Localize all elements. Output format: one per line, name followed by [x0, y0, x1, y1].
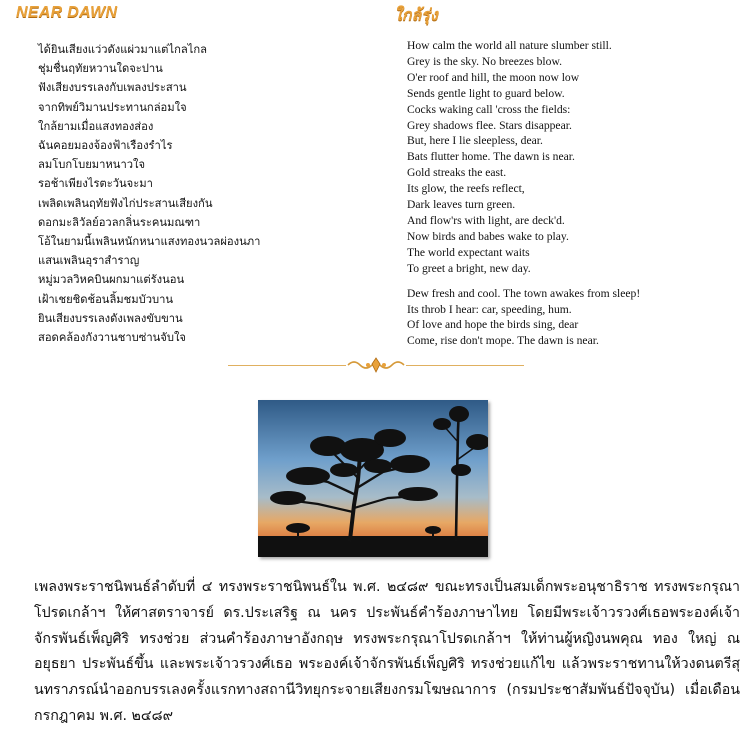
thai-poem-line: จากทิพย์วิมานประทานกล่อมใจ	[38, 100, 187, 114]
thai-poem-line: รอช้าเพียงไรตะวันจะมา	[38, 177, 153, 191]
english-poem-line: Sends gentle light to guard below.	[407, 86, 565, 100]
english-poem-line: Dark leaves turn green.	[407, 198, 516, 212]
english-poem-line: O'er roof and hill, the moon now low	[407, 70, 580, 84]
thai-poem-line: โอ้ในยามนี้เพลินหนักหนาแสงทองนวลผ่องนภา	[38, 235, 261, 249]
english-poem-line: Now birds and babes wake to play.	[407, 229, 569, 243]
thai-poem	[38, 40, 378, 347]
english-poem-line: Come, rise don't mope. The dawn is near.	[407, 334, 599, 348]
english-poem-line: Its throb I hear: car, speeding, hum.	[407, 302, 572, 316]
thai-poem-line: ใกล้ยามเมื่อแสงทองส่อง	[38, 119, 154, 133]
english-poem	[407, 38, 737, 349]
title-thai: ใกล้รุ่ง	[394, 5, 438, 24]
thai-poem-line: ได้ยินเสียงแว่วดังแผ่วมาแต่ไกลไกล	[38, 43, 207, 56]
thai-poem-line: ยินเสียงบรรเลงดังเพลงขับขาน	[38, 311, 183, 325]
thai-poem-line: ฟังเสียงบรรเลงกับเพลงประสาน	[38, 81, 187, 95]
dawn-tree-silhouette-photo	[258, 400, 488, 557]
english-poem-line: To greet a bright, new day.	[407, 261, 531, 275]
thai-poem-line: สอดคล้องกังวานชาบซ่านจับใจ	[38, 331, 186, 345]
thai-ornament-icon	[346, 357, 406, 373]
ornament-divider	[228, 357, 524, 373]
english-poem-line: Grey is the sky. No breezes blow.	[407, 54, 562, 68]
stanza-gap	[407, 277, 737, 286]
english-poem-line: The world expectant waits	[407, 245, 530, 259]
english-poem-line: Gold streaks the east.	[407, 166, 507, 180]
description-paragraph: เพลงพระราชนิพนธ์ลำดับที่ ๔ ทรงพระราชนิพนธ์ใน พ.ศ. ๒๔๘๙ ขณะทรงเป็นสมเด็กพระอนุชาธิราช ทรงพระกรุณาโปรดเกล้าฯ ให้ศาสตราจารย์ ดร.ประเสริฐ ณ นคร ประพันธ์คำร้องภาษาไทย โดยมีพระเจ้าวรวงศ์เธอพระองค์เจ้าจักรพันธ์เพ็ญศิริ ทรงช่วย ส่วนคำร้องภาษาอังกฤษ ทรงพระกรุณาโปรดเกล้าฯ ให้ท่านผู้หญิงนพคุณ ทอง ใหญ่ ณ อยุธยา ประพันธ์ขึ้น และพระเจ้าวรวงศ์เธอ พระองค์เจ้าจักรพันธ์เพ็ญศิริ ทรงช่วยแก้ไข แล้วพระราชทานให้วงดนตรีสุนทราภรณ์นำออกบรรเลงครั้งแรกทางสถานีวิทยุกระจายเสียงกรมโฆษณาการ (กรมประชาสัมพันธ์ปัจจุบัน) เมื่อเดือนกรกฎาคม พ.ศ. ๒๔๘๙	[34, 579, 740, 724]
english-poem-line: But, here I lie sleepless, dear.	[407, 134, 543, 148]
english-poem-line: Cocks waking call 'cross the fields:	[407, 102, 571, 116]
thai-poem-line: เพลิดเพลินฤทัยฟังไก่ประสานเสียงกัน	[38, 196, 213, 210]
english-poem-line: Grey shadows flee. Stars disappear.	[407, 118, 572, 132]
thai-poem-line: ฉันคอยมองจ้องฟ้าเรืองรำไร	[38, 139, 173, 153]
thai-poem-line: เฝ้าเชยชิดช้อนลิ้มชมบัวบาน	[38, 292, 174, 306]
thai-poem-line: ดอกมะลิวัลย์อวลกลิ่นระคนมณฑา	[38, 215, 201, 229]
english-poem-line: And flow'rs with light, are deck'd.	[407, 213, 565, 227]
english-poem-line: Dew fresh and cool. The town awakes from sleep!	[407, 286, 641, 300]
english-poem-line: How calm the world all nature slumber still.	[407, 39, 612, 52]
thai-poem-line: ชุ่มชื่นฤทัยหวานใดจะปาน	[38, 62, 163, 76]
thai-poem-line: หมู่มวลวิหคบินผกมาแต่รังนอน	[38, 273, 185, 287]
english-poem-line: Its glow, the reefs reflect,	[407, 182, 525, 196]
english-poem-line: Of love and hope the birds sing, dear	[407, 318, 579, 332]
thai-poem-line: ลมโบกโบยมาหนาวใจ	[38, 158, 146, 172]
title-english: NEAR DAWN	[16, 4, 118, 21]
english-poem-line: Bats flutter home. The dawn is near.	[407, 150, 575, 164]
thai-poem-line: แสนเพลินอุราสำราญ	[38, 254, 140, 268]
